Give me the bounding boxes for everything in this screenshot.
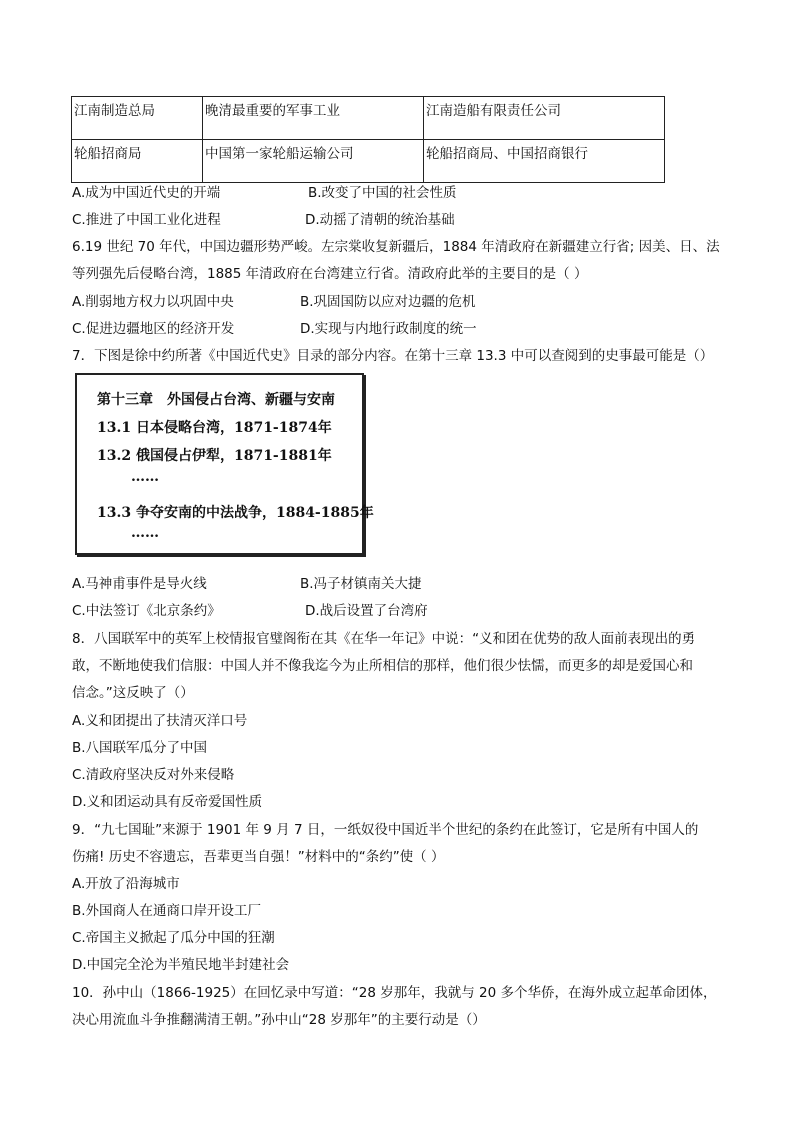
- q9-option-d: D.中国完全沦为半殖民地半封建社会: [72, 957, 290, 973]
- q8-option-b: B.八国联军瓜分了中国: [72, 740, 208, 756]
- q9-option-a: A.开放了沿海城市: [72, 876, 180, 892]
- table-cell: 江南造船有限责任公司: [424, 97, 665, 140]
- q8-stem-line2: 敢，不断地使我们信服：中国人并不像我迄今为止所相信的那样，他们很少怯懦，而更多的却是爱国心和: [72, 658, 693, 674]
- q8-option-d: D.义和团运动具有反帝爱国性质: [72, 794, 263, 810]
- q10-stem-line1: 10．孙中山（1866-1925）在回忆录中写道：“28 岁那年，我就与 20 多个华侨，在海外成立起革命团体，: [72, 985, 717, 1001]
- q9-option-b: B.外国商人在通商口岸开设工厂: [72, 903, 262, 919]
- q5-option-a: A.成为中国近代史的开端: [72, 185, 221, 201]
- table-row: [72, 97, 665, 140]
- q8-option-a: A.义和团提出了扶清灭洋口号: [72, 713, 248, 729]
- q8-stem-line1: 8．八国联军中的英军上校情报官璧阁衔在其《在华一年记》中说：“义和团在优势的敌人面前表现出的勇: [72, 631, 696, 647]
- q9-stem-line2: 伤痛! 历史不容遗忘，吾辈更当自强！”材料中的“条约”使（ ）: [72, 849, 445, 865]
- q5-option-c: C.推进了中国工业化进程: [72, 212, 221, 228]
- q7-option-d: D.战后设置了台湾府: [305, 603, 428, 619]
- q7-option-c: C.中法签订《北京条约》: [72, 603, 221, 619]
- q10-stem-line2: 决心用流血斗争推翻满清王朝。”孙中山“28 岁那年”的主要行动是（）: [72, 1012, 486, 1028]
- q7-option-b: B.冯子材镇南关大捷: [300, 576, 422, 592]
- table-of-contents-figure: [75, 373, 374, 555]
- comparison-table: [71, 96, 665, 183]
- table-cell: 轮船招商局、中国招商银行: [424, 140, 665, 183]
- table-row: [72, 140, 665, 183]
- table-cell: 江南制造总局: [72, 97, 203, 140]
- figure-chapter-title: 第十三章 外国侵占台湾、新疆与安南: [97, 392, 335, 408]
- table-cell: 晚清最重要的军事工业: [203, 97, 424, 140]
- q7-stem: 7．下图是徐中约所著《中国近代史》目录的部分内容。在第十三章 13.3 中可以查阅到的史事最可能是（）: [72, 348, 714, 364]
- table-cell: 轮船招商局: [72, 140, 203, 183]
- q6-option-a: A.削弱地方权力以巩固中央: [72, 294, 234, 310]
- figure-entry-13-3: 13.3 争夺安南的中法战争，1884-1885年: [97, 505, 374, 521]
- table-cell: 中国第一家轮船运输公司: [203, 140, 424, 183]
- figure-ellipsis: ……: [131, 525, 159, 541]
- q6-stem-line2: 等列强先后侵略台湾，1885 年清政府在台湾建立行省。清政府此举的主要目的是（ ）: [72, 266, 588, 282]
- q8-option-c: C.清政府坚决反对外来侵略: [72, 767, 235, 783]
- q6-option-c: C.促进边疆地区的经济开发: [72, 321, 235, 337]
- q6-option-b: B.巩固国防以应对边疆的危机: [300, 294, 476, 310]
- q7-option-a: A.马神甫事件是导火线: [72, 576, 207, 592]
- q6-stem-line1: 6.19 世纪 70 年代，中国边疆形势严峻。左宗棠收复新疆后，1884 年清政府在新疆建立行省; 因美、日、法: [72, 239, 720, 255]
- q9-stem-line1: 9．“九七国耻”来源于 1901 年 9 月 7 日，一纸奴役中国近半个世纪的条约在此签订，它是所有中国人的: [72, 822, 699, 838]
- q5-option-b: B.改变了中国的社会性质: [308, 185, 457, 201]
- q5-option-d: D.动摇了清朝的统治基础: [305, 212, 455, 228]
- figure-ellipsis: ……: [131, 469, 159, 485]
- q9-option-c: C.帝国主义掀起了瓜分中国的狂潮: [72, 930, 275, 946]
- q8-stem-line3: 信念。”这反映了（）: [72, 685, 194, 701]
- figure-entry-13-1: 13.1 日本侵略台湾，1871-1874年: [97, 420, 332, 436]
- q6-option-d: D.实现与内地行政制度的统一: [300, 321, 477, 337]
- figure-entry-13-2: 13.2 俄国侵占伊犁，1871-1881年: [97, 448, 332, 464]
